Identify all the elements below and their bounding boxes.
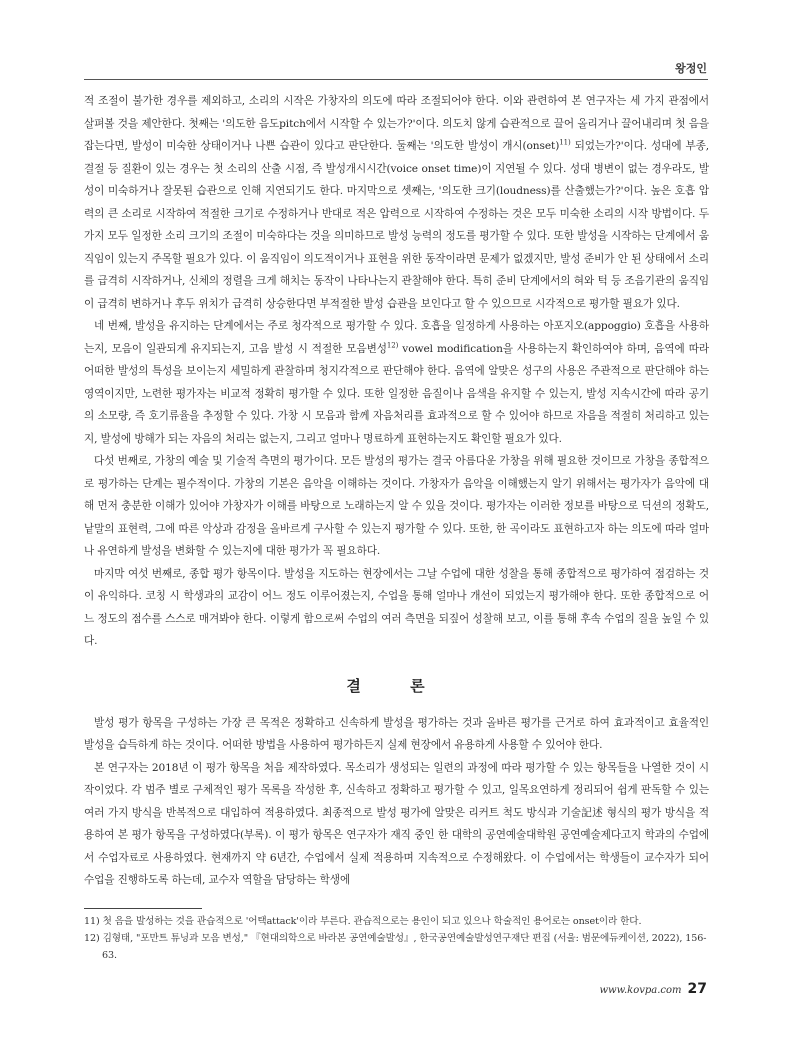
- paragraph-text: 다섯 번째로, 가창의 예술 및 기술적 측면의 평가이다. 모든 발성의 평가는 결국 아름다운 가창을 위해 필요한 것이므로 가창을 종합적으로 평가하는 단계는 필수적이다. 가창의 기본은 음악을 이해하는 것이다. 가창자가 음악을 이해했는지 알기 위해서는 평가자가 음악에 대해 먼저 충분한 이해가 있어야 가창자가 이해를 바탕으로 노래하는지 알 수 있을 것이다. 평가자는 이러한 정보를 바탕으로 딕션의 정확도, 낱말의 표현력, 그에 따른 악상과 감정을 올바르게 구사할 수 있는지 평가할 수 있다. 또한, 한 곡이라도 표현하고자 하는 의도에 따라 얼마나 유연하게 발성을 변화할 수 있는지에 대한 평가가 꼭 필요하다.: [84, 455, 709, 557]
- paragraphs-before: [84, 90, 709, 653]
- paragraph: [84, 315, 709, 450]
- paragraph-text: 적 조절이 불가한 경우를 제외하고, 소리의 시작은 가창자의 의도에 따라 조절되어야 한다. 이와 관련하여 본 연구자는 세 가지 관점에서 살펴볼 것을 제안한다. 첫째는 '의도한 음도pitch에서 시작할 수 있는가?'이다. 의도치 않게 습관적으로 끌어 올리거나 끌어내리며 첫 음을 잡는다면, 발성이 미숙한 상태이거나 나쁜 습관이 있다고 판단한다. 둘째는 '의도한 발성이 개시(onset): [84, 95, 709, 152]
- paragraph-text: 마지막 여섯 번째로, 종합 평가 항목이다. 발성을 지도하는 현장에서는 그날 수업에 대한 성찰을 통해 종합적으로 평가하여 점검하는 것이 유익하다. 코칭 시 학생과의 교감이 어느 정도 이루어졌는지, 수업을 통해 얼마나 개선이 되었는지 평가해야 한다. 또한 종합적으로 어느 정도의 점수를 스스로 매겨봐야 한다. 이렇게 함으로써 수업의 여러 측면을 되짚어 성찰해 보고, 이를 통해 후속 수업의 질을 높일 수 있다.: [84, 567, 709, 647]
- paragraph-text: 되었는가?'이다. 성대에 부종, 결절 등 질환이 있는 경우는 첫 소리의 산출 시점, 즉 발성개시시간(voice onset time)이 지연될 수 있다. 성대 병변이 없는 경우라도, 발성이 미숙하거나 잘못된 습관으로 인해 지연되기도 한다. 마지막으로 셋째는, '의도한 크기(loudness)를 산출했는가?'이다. 높은 호흡 압력의 큰 소리로 시작하여 적절한 크기로 수정하거나 반대로 적은 압력으로 시작하여 수정하는 것은 모두 미숙한 소리의 시작 방법이다. 두 가지 모두 일정한 소리 크기의 조절이 미숙하다는 것을 의미하므로 발성 능력의 정도를 평가할 수 있다. 또한 발성을 시작하는 단계에서 움직임이 있는지 주목할 필요가 있다. 이 움직임이 의도적이거나 표현을 위한 동작이라면 문제가 없겠지만, 발성 준비가 안 된 상태에서 소리를 급격히 시작하거나, 신체의 정렬을 크게 해치는 동작이 나타나는지 관찰해야 한다. 특히 준비 단계에서의 혀와 턱 등 조음기관의 움직임이 급격히 변하거나 후두 위치가 급격히 상승한다면 부적절한 발성 습관을 보인다고 할 수 있으므로 시각적으로 평가할 필요가 있다.: [84, 140, 709, 310]
- paragraph-text: 본 연구자는 2018년 이 평가 항목을 처음 제작하였다. 목소리가 생성되는 일련의 과정에 따라 평가할 수 있는 항목들을 나열한 것이 시작이었다. 각 범주 별로 구체적인 평가 목록을 작성한 후, 신속하고 정확하고 평가할 수 있고, 일목요연하게 정리되어 쉽게 판독할 수 있는 여러 가지 방식을 반복적으로 대입하여 적용하였다. 최종적으로 발성 평가에 알맞은 리커트 척도 방식과 기술記述 형식의 평가 방식을 적용하여 본 평가 항목을 구성하였다(부록). 이 평가 항목은 연구자가 재직 중인 한 대학의 공연예술대학원 공연예술제다고지 학과의 수업에서 수업자료로 사용하였다. 현재까지 약 6년간, 수업에서 실제 적용하며 지속적으로 수정해왔다. 이 수업에서는 학생들이 교수자가 되어 수업을 진행하도록 하는데, 교수자 역할을 담당하는 학생에: [84, 761, 709, 886]
- paragraph: [84, 712, 709, 757]
- paragraph-text: vowel modification을 사용하는지 확인하여야 하며, 음역에 따라 어떠한 발성의 특성을 보이는지 세밀하게 관찰하며 청지각적으로 판단해야 한다. 음역에 알맞은 성구의 사용은 주관적으로 판단해야 하는 영역이지만, 노련한 평가자는 비교적 정확히 평가할 수 있다. 또한 일정한 음질이나 음색을 유지할 수 있는지, 발성 지속시간에 따라 공기의 소모량, 즉 호기류율을 추정할 수 있다. 가창 시 모음과 함께 자음처리를 효과적으로 할 수 있어야 하므로 자음을 적절히 처리하고 있는지, 발성에 방해가 되는 자음의 처리는 없는지, 그리고 얼마나 명료하게 표현하는지도 확인할 필요가 있다.: [84, 342, 709, 445]
- footnote-ref: 12): [386, 340, 399, 349]
- footnote: 12) 김형태, "포만트 튜닝과 모음 변성," 『현대의학으로 바라본 공연예술발성』, 한국공연예술발성연구재단 편집 (서울: 범문에듀케이션, 2022), 156-63.: [84, 933, 707, 961]
- paragraph: [84, 450, 709, 563]
- paragraph: [84, 90, 709, 315]
- footnote: 11) 첫 음을 발성하는 것을 관습적으로 '어택attack'이라 부른다. 관습적으로는 용인이 되고 있으나 학술적인 용어로는 onset이라 한다.: [84, 916, 642, 927]
- section-title: 결 론: [346, 676, 447, 695]
- header-rule: [84, 79, 708, 80]
- paragraph-text: 발성 평가 항목을 구성하는 가장 큰 목적은 정확하고 신속하게 발성을 평가하는 것과 올바른 평가를 근거로 하여 효과적이고 효율적인 발성을 습득하게 하는 것이다. 어떠한 방법을 사용하여 평가하든지 실제 현장에서 유용하게 사용할 수 있어야 한다.: [84, 716, 709, 751]
- paragraph: [84, 757, 709, 892]
- footnote-ref: 11): [559, 138, 571, 147]
- page-footer: [599, 981, 707, 997]
- footnotes: [84, 913, 709, 964]
- footnote-rule: [84, 908, 202, 909]
- paragraph-text: 네 번째, 발성을 유지하는 단계에서는 주로 청각적으로 평가할 수 있다. 호흡을 일정하게 사용하는 아포지오(appoggio) 호흡을 사용하는지, 모음이 일관되게 유지되는지, 고음 발성 시 적절한 모음변성: [84, 320, 709, 355]
- running-header-author: 왕정인: [675, 62, 707, 75]
- page-number: 27: [687, 981, 707, 997]
- paragraphs-after: [84, 712, 709, 892]
- paragraph: [84, 563, 709, 653]
- footer-website: www.kovpa.com: [599, 985, 682, 996]
- body-text: [84, 90, 709, 892]
